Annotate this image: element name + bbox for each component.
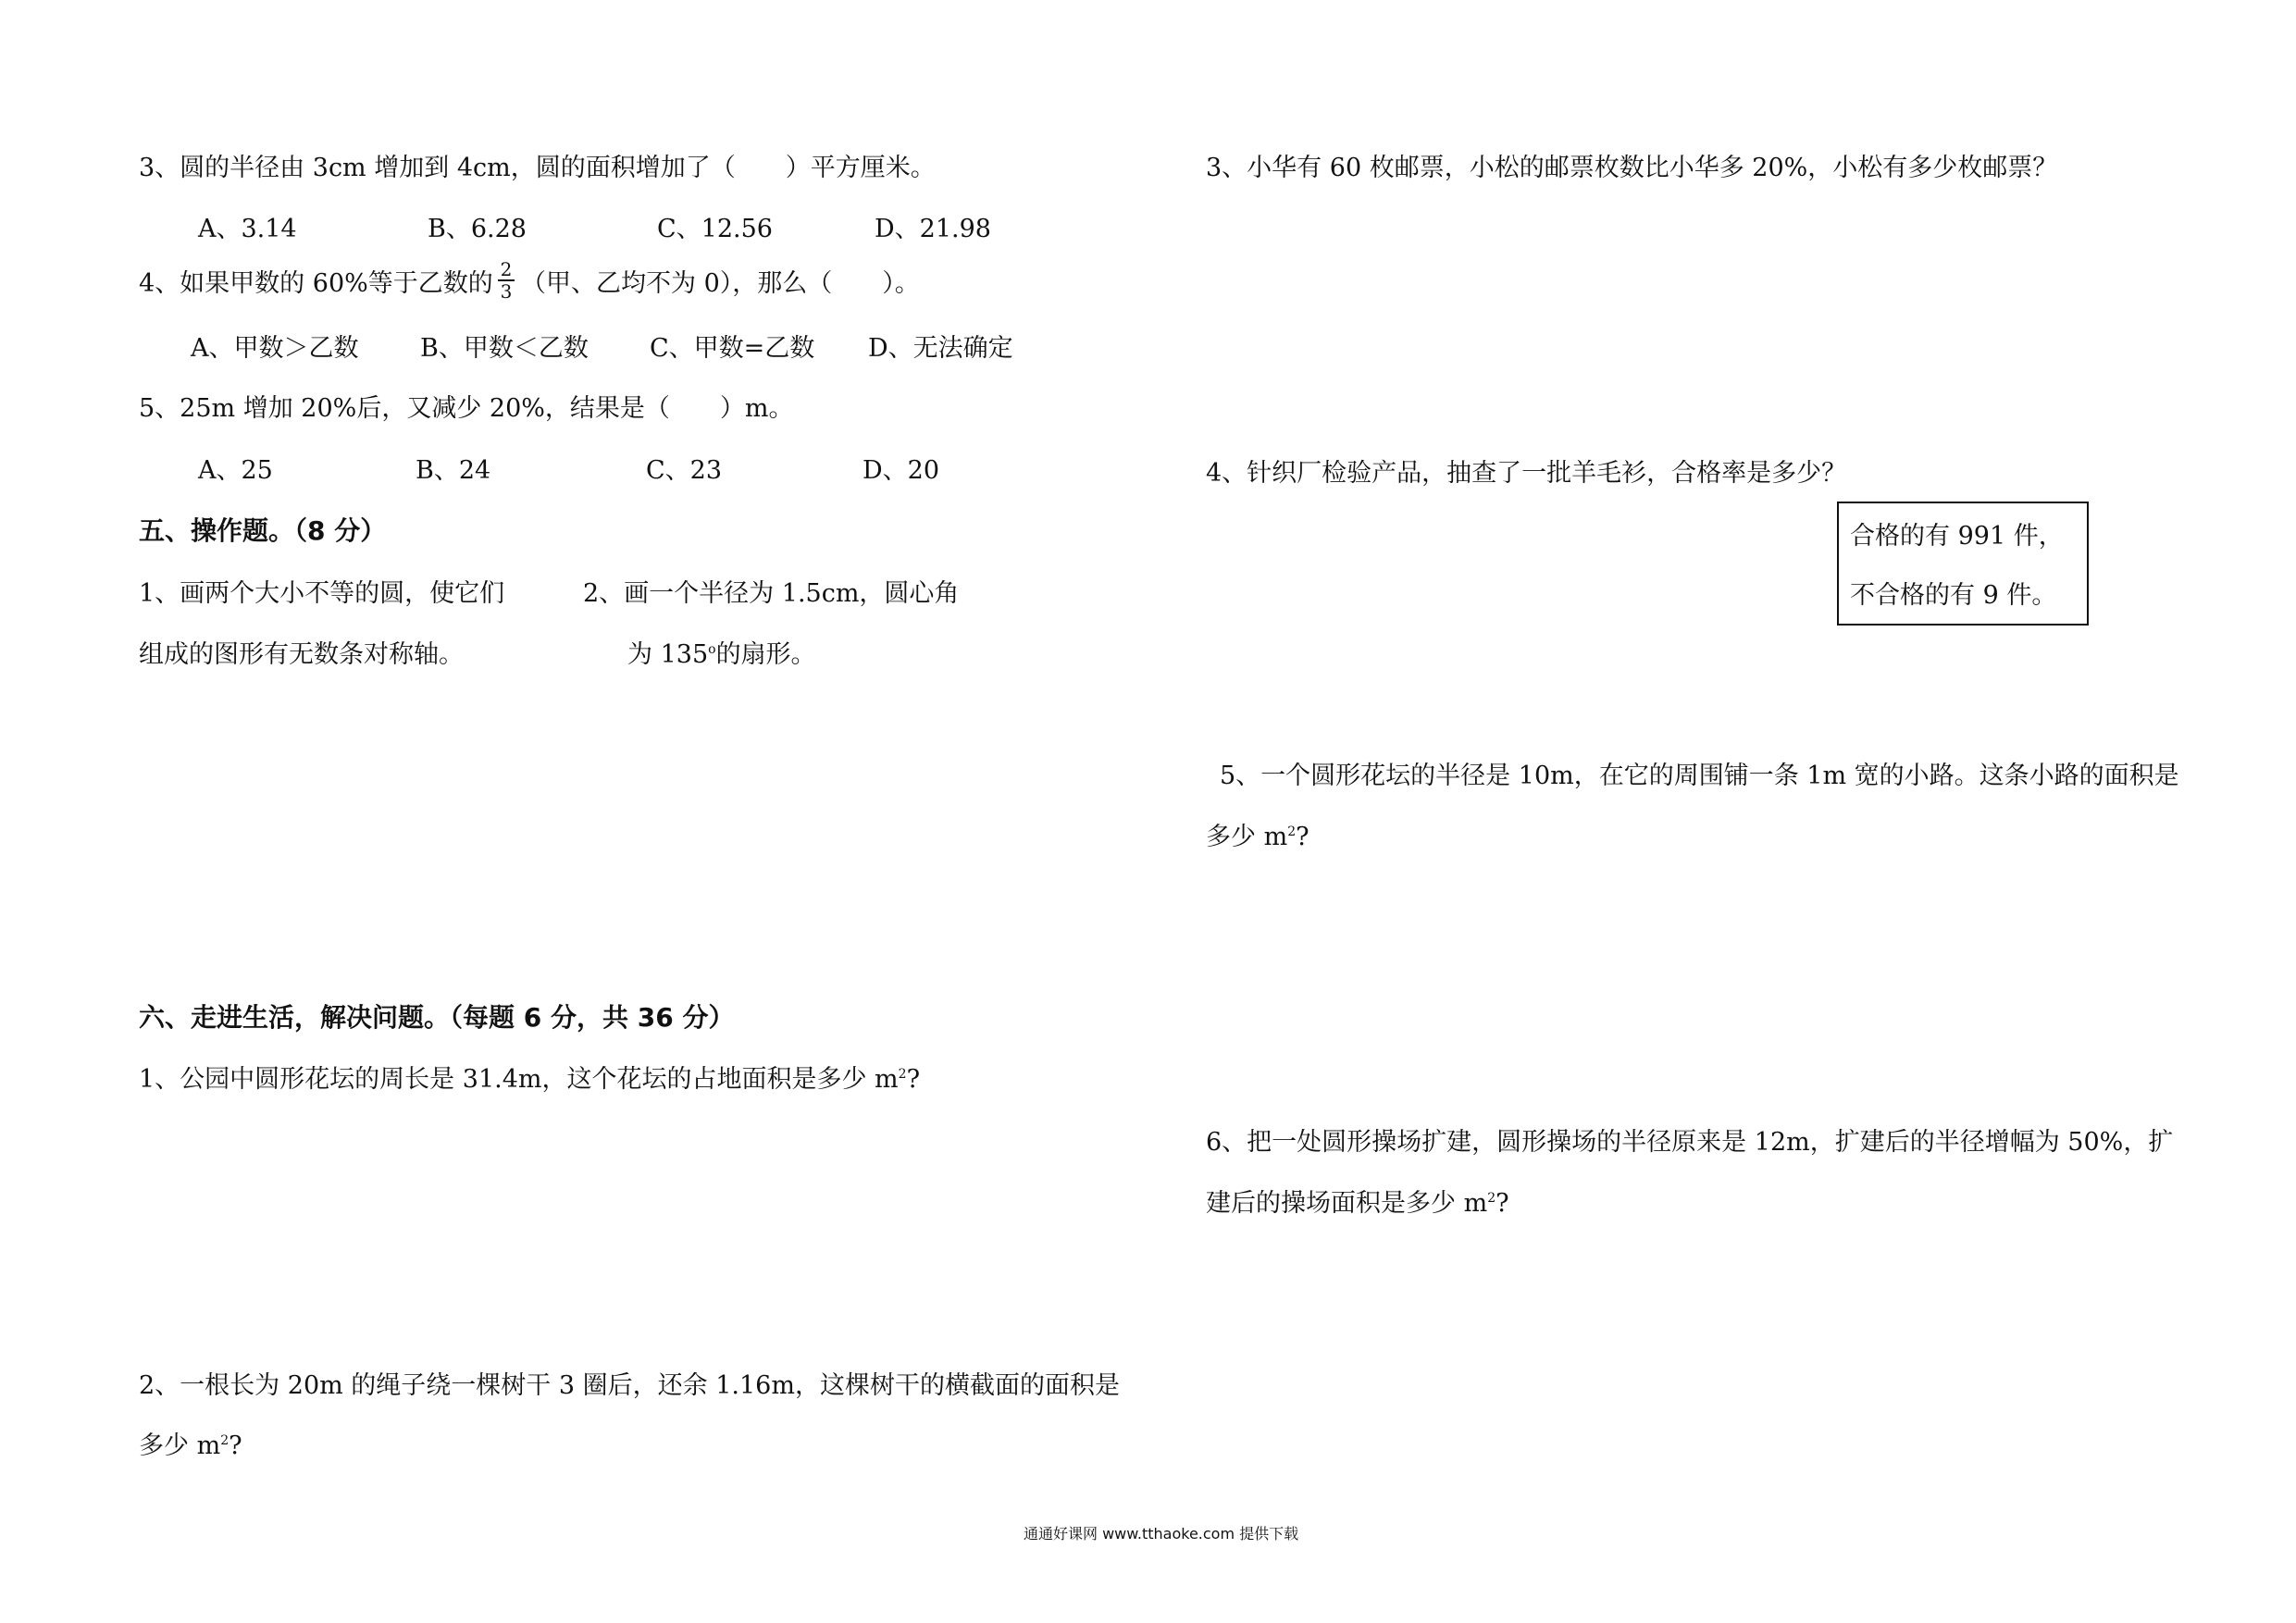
page-footer: 通通好课网 www.tthaoke.com 提供下载 [1024,1525,1299,1542]
question-3-option-c: C、12.56 [657,215,773,243]
question-4-option-a: A、甲数＞乙数 [191,334,359,363]
section-5-q1-line1: 1、画两个大小不等的圆，使它们 [139,579,505,608]
info-box-line-1: 合格的有 991 件， [1850,522,2064,551]
question-4-option-b: B、甲数＜乙数 [420,334,589,363]
right-question-4: 4、针织厂检验产品，抽查了一批羊毛衫，合格率是多少？ [1206,459,1847,488]
fraction-two-thirds [498,259,515,302]
question-4-option-d: D、无法确定 [868,334,1013,363]
question-5-option-b: B、24 [416,456,491,485]
question-5-text: 5、25m 增加 20%后，又减少 20%，结果是（ ）m。 [139,394,794,423]
degree-mark: o [708,642,716,657]
question-3-option-b: B、6.28 [428,215,527,243]
question-3-text: 3、圆的半径由 3cm 增加到 4cm，圆的面积增加了（ ）平方厘米。 [139,154,936,182]
right-question-3: 3、小华有 60 枚邮票，小松的邮票枚数比小华多 20%，小松有多少枚邮票？ [1206,154,2058,182]
section-6-heading: 六、走进生活，解决问题。（每题 6 分，共 36 分） [139,1002,735,1033]
right-question-5-line2: 多少 $m^2$? [1206,823,1309,851]
question-5-option-d: D、20 [863,456,940,485]
question-3-option-d: D、21.98 [875,215,991,243]
section-5-q2-line2: 为 135$^o$的扇形。 [627,640,816,669]
fraction-denominator: 3 [500,280,513,303]
question-4-text-before: 4、如果甲数的 60%等于乙数的 [139,269,493,298]
fraction-numerator: 2 [500,258,513,280]
section-6-q1: 1、公园中圆形花坛的周长是 31.4m，这个花坛的占地面积是多少 $m^2$? [139,1065,921,1094]
right-question-6-line2: 建后的操场面积是多少 $m^2$? [1206,1189,1509,1218]
section-5-q1-line2: 组成的图形有无数条对称轴。 [139,640,464,669]
question-5-option-a: A、25 [198,456,273,485]
info-box-line-2: 不合格的有 9 件。 [1850,581,2057,610]
section-6-q2-line2: 多少 $m^2$? [139,1431,242,1460]
section-6-q2-line1: 2、一根长为 20m 的绳子绕一棵树干 3 圈后，还余 1.16m，这棵树干的横截面的面积是 [139,1371,1120,1400]
section-5-heading: 五、操作题。（8 分） [139,515,387,546]
right-question-6-line1: 6、把一处圆形操场扩建，圆形操场的半径原来是 12m，扩建后的半径增幅为 50%，扩 [1206,1128,2174,1157]
question-4-option-c: C、甲数=乙数 [650,334,815,363]
right-question-5-line1: 5、一个圆形花坛的半径是 10m，在它的周围铺一条 1m 宽的小路。这条小路的面积是 [1220,762,2179,790]
question-3-option-a: A、3.14 [198,215,297,243]
question-5-option-c: C、23 [646,456,723,485]
section-5-q2-line1: 2、画一个半径为 1.5cm，圆心角 [583,579,960,608]
question-4-text-after: （甲、乙均不为 0），那么（ ）。 [521,269,920,298]
info-box [1837,502,2089,626]
